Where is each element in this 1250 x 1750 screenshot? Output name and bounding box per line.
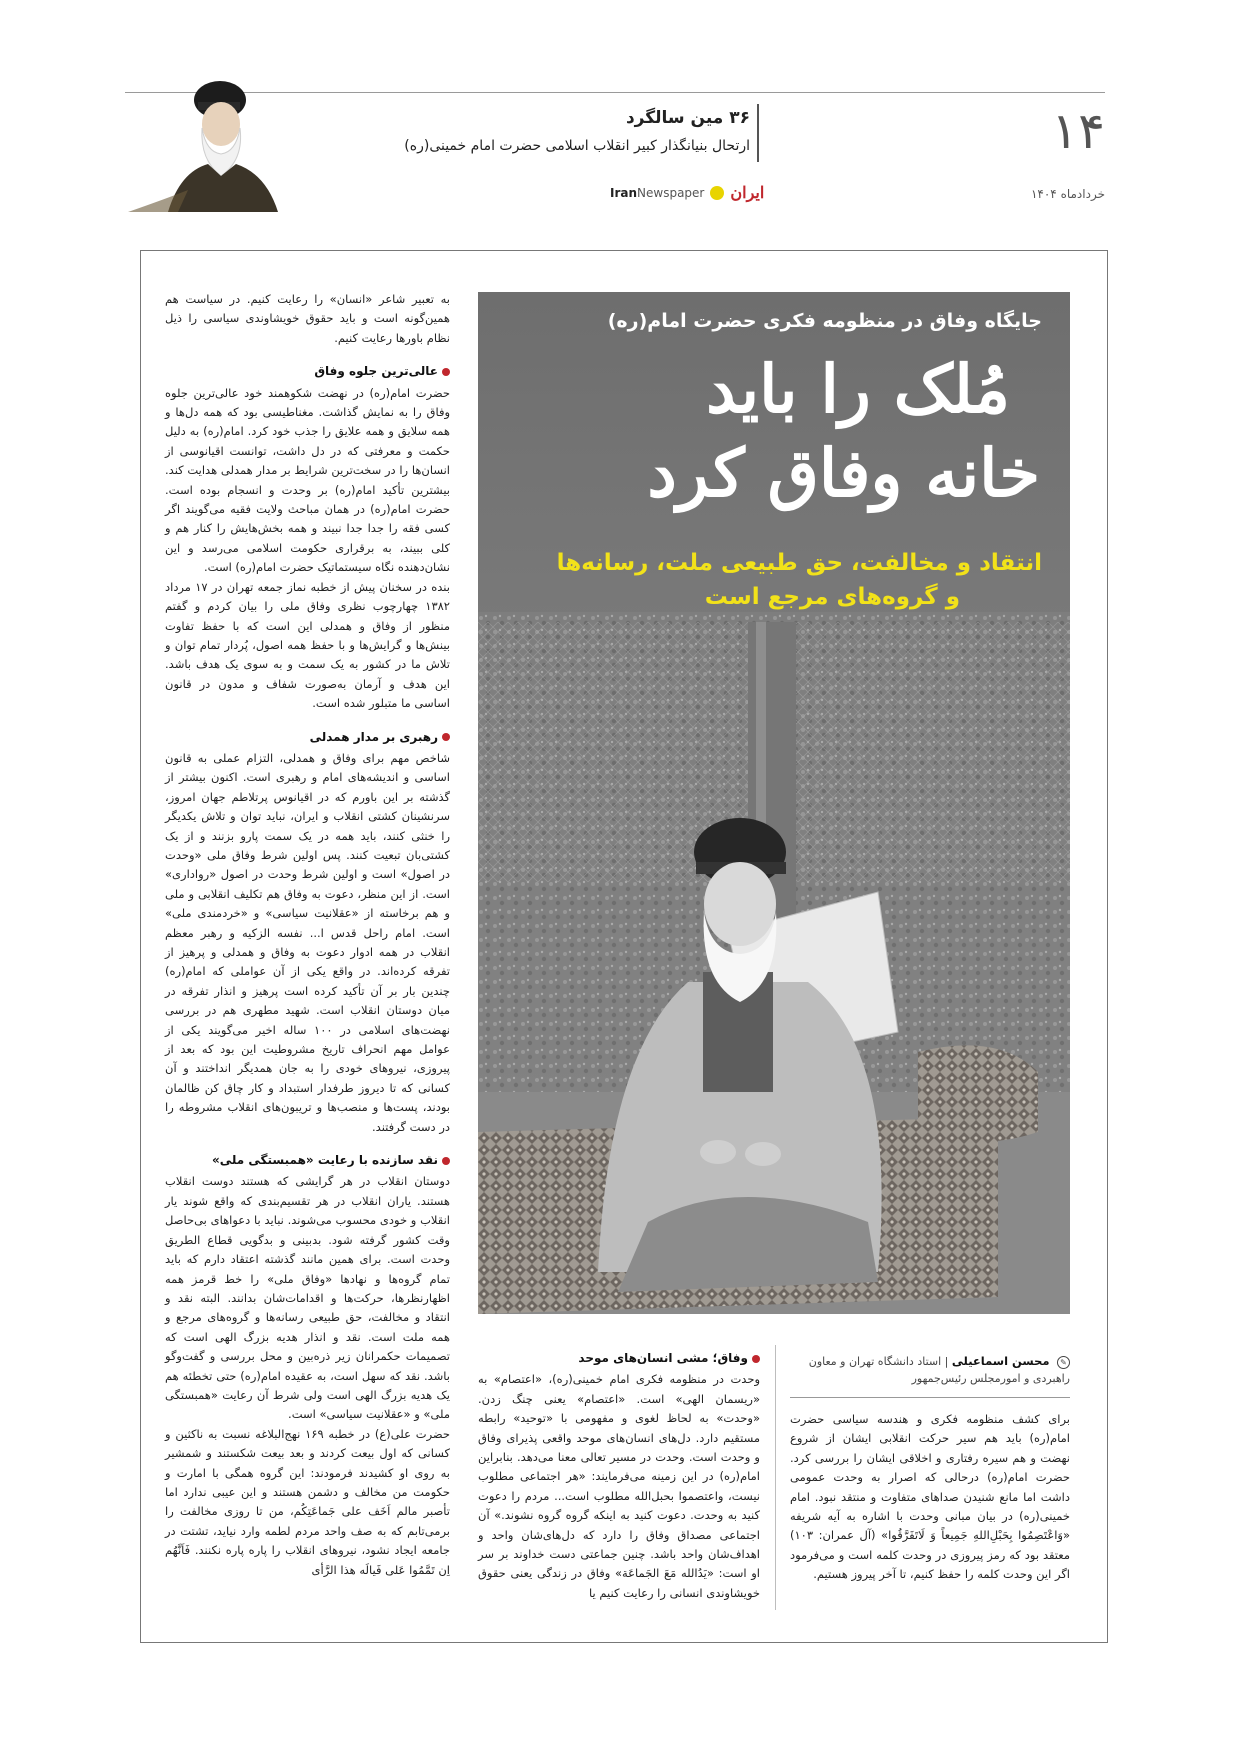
subhead-line-2: و گروه‌های مرجع است	[704, 584, 960, 610]
portrait-illustration	[128, 72, 283, 212]
paragraph: حضرت علی(ع) در خطبه ۱۶۹ نهج‌البلاغه نسبت به ناکثین و کسانی که اول بیعت کردند و بعد بیعت شکستند و شمشیر به روی او کشیدند فرمودند: این گروه همگی با امارت و حکومت من مخالف و دشمن هستند و این عیبی ندارد اما تأصبر مالم اَخَف علی جَماعَتِکُم، من تا روزی مخالفت را برمی‌تابم که به صف واحد مردم لطمه وارد نیاید، تشتت در جامعه ایجاد نشود، نیروهای انقلاب را پاره پاره نکنند. فَاَنَّهُم اِن تَمَّمُوا عَلی فَیالَه هذا الرَّأی	[165, 1426, 450, 1577]
byline-rule	[790, 1397, 1070, 1398]
brand-dot-icon	[710, 186, 724, 200]
section-heading: وفاق؛ مشی انسان‌های موحد	[478, 1349, 760, 1368]
paragraph: شاخص مهم برای وفاق و همدلی، التزام عملی به قانون اساسی و اندیشه‌های امام و رهبری است. اکنون بیشتر از گذشته بر این باورم که در اقیانوس پرتلاطم جهان امروز، سرنشینان کشتی انقلاب و ایران، نباید توان و تلاش یکدیگر را خنثی کنند، باید همه در یک سمت پارو بزنند و از یک کشتی‌بان تبعیت کنند. پس اولین شرط وفاق ملی «وحدت در اصول» است و اولین شرط وحدت در اصول «رواداری» است. از این منظر، دعوت به وفاق هم تکلیف انقلابی و ملی و هم برخاسته از «عقلانیت سیاسی» و «خردمندی ملی» است. امام راحل قدس ا... نفسه الزکیه و رهبر معظم انقلاب در همه ادوار دعوت به وفاق و همدلی و پرهیز از تفرقه کرده‌اند. در واقع یکی از آن عواملی که امام(ره) چندین بار بر آن تأکید کرده است پرهیز و انذار تفرقه در میان دوستان انقلاب است. شهید مطهری هم در بررسی نهضت‌های اسلامی در ۱۰۰ ساله اخیر می‌گویند یکی از عوامل مهم انحراف تاریخ مشروطیت این بود که بعد از پیروزی، نیروهای خودی را به جان همدیگر انداختند و آن کسانی که تا دیروز طرفدار استبداد و کار چاق کن ظالمان بودند، پست‌ها و منصب‌ها و تریبون‌های انقلاب مشروطه را در دست گرفتند.	[165, 750, 450, 1134]
author-name: محسن اسماعیلی	[951, 1354, 1050, 1368]
section-heading: رهبری بر مدار همدلی	[165, 728, 450, 747]
column-divider	[775, 1345, 776, 1610]
paragraph: وحدت در منظومه فکری امام خمینی(ره)، «اعتصام» به «ریسمان الهی» است. «اعتصام» یعنی چنگ زدن. «وحدت» به لحاظ لغوی و مفهومی با «توحید» رابطه مستقیم دارد. دل‌های انسان‌های موحد واقعی پذیرای وفاق و وحدت است. وحدت در مسیر تعالی معنا می‌دهد. بنابراین امام(ره) در این زمینه می‌فرمایند: «هر اجتماعی مطلوب نیست، واعتصموا بحبل‌الله مطلوب است... مردم را دعوت کنید به وحدت. دعوت کنید به اینکه گروه گروه نشوند.» آن اجتماعی مصداق وفاق را دارد که دل‌های‌شان واحد و اهداف‌شان واحد باشد. چنین جماعتی دست خداوند بر سر او است: «یَدُالله مَعَ الجَماعَة» وفاق در زندگی یعنی حقوق خویشاوندی انسانی را رعایت کنیم یا	[478, 1372, 760, 1600]
right-column	[790, 1410, 1070, 1585]
section-heading: نقد سازنده با رعایت «همبستگی ملی»	[165, 1151, 450, 1170]
byline	[790, 1353, 1070, 1387]
pen-icon: ✎	[1057, 1356, 1070, 1369]
bullet-dot-icon	[442, 368, 450, 376]
paragraph: دوستان انقلاب در هر گرایشی که هستند دوست انقلاب هستند. یاران انقلاب در هر تقسیم‌بندی که واقع شوند یار انقلاب و خودی محسوب می‌شوند. نباید با دعواهای بی‌حاصل وقت کشور گرفته شود. بدبینی و بدگویی قطاع الطریق وحدت است. برای همین مانند گذشته اعتقاد دارم که باید تمام گروه‌ها و نهادها «وفاق ملی» را خط قرمز همه اظهارنظرها، حرکت‌ها و اقدامات‌شان بدانند. البته نقد و انتقاد و مخالفت، حق طبیعی رسانه‌ها و گروه‌های مرجع و همه ملت است. نقد و انذار هدیه بزرگ الهی است که تصمیمات حکمرانان زیر ذره‌بین و محل بررسی و گفت‌وگو باشد. نقد که سهل است، به عقیده امام(ره) حتی تخطئه هم یک هدیه بزرگ الهی است ولی شرط آن رعایت «همبستگی ملی» و «عقلانیت سیاسی» است.	[165, 1174, 450, 1422]
subhead-line-1: انتقاد و مخالفت، حق طبیعی ملت، رسانه‌ها	[556, 550, 1042, 576]
left-column	[165, 290, 450, 1580]
bullet-dot-icon	[442, 733, 450, 741]
headline-line-2: خانه وفاق کرد	[647, 434, 1040, 512]
bullet-dot-icon	[752, 1355, 760, 1363]
bullet-dot-icon	[442, 1157, 450, 1165]
feature-photo-block	[478, 292, 1070, 1314]
author-role: استاد دانشگاه تهران و معاون راهبردی و امورمجلس رئیس‌جمهور	[808, 1355, 1070, 1385]
byline-separator: |	[941, 1355, 949, 1368]
anniversary-title: ۳۶ مین سالگرد	[625, 108, 750, 128]
section-heading: عالی‌ترین جلوه وفاق	[165, 362, 450, 381]
headline-line-1: مُلک را باید	[706, 350, 1010, 428]
brand-en: IranNewspaper	[610, 185, 705, 200]
paragraph: بنده در سخنان پیش از خطبه نماز جمعه تهران در ۱۷ مرداد ۱۳۸۲ چهارچوب نظری وفاق ملی را بیان کردم و گفتم منظور از وفاق و همدلی این است که با حفظ تفاوت بینش‌ها و گرایش‌ها و با حفظ همه اصول، پُردار تمام توان و تلاش ما در کشور به یک سمت و به سوی یک هدف باشد. این هدف و آرمان به‌صورت شفاف و مدون در قانون اساسی ما متبلور شده است.	[165, 579, 450, 711]
left-intro: به تعبیر شاعر «انسان» را رعایت کنیم. در سیاست هم همین‌گونه است و باید حقوق خویشاوندی سیاسی را ذیل نظام باورها رعایت کنیم.	[165, 292, 450, 345]
header-divider	[757, 104, 759, 162]
paragraph: حضرت امام(ره) در نهضت شکوهمند خود عالی‌ترین جلوه وفاق را به نمایش گذاشت. مغناطیسی بود که همه دل‌ها و همه سلایق و همه علایق را جذب خود کرد. امام(ره) به دلیل حکمت و معرفتی که در دل داشت، توانست اقیانوسی از انسان‌ها را در سخت‌ترین شرایط بر مدار همدلی هدایت کند. بیشترین تأکید امام(ره) بر وحدت و انسجام بوده است. حضرت امام(ره) در همان مباحث ولایت فقیه می‌گویند اگر کسی فقه را جدا جدا نبیند و همه بخش‌هایش را کنار هم و کلی ببیند، به برقراری حکومت اسلامی می‌رسد و این نشان‌دهنده نگاه سیستماتیک حضرت امام(ره) است.	[165, 385, 450, 575]
issue-date: خردادماه ۱۴۰۴	[1030, 187, 1105, 201]
paragraph: برای کشف منظومه فکری و هندسه سیاسی حضرت امام(ره) باید هم سیر حرکت انقلابی ایشان از شروع نهضت و هم سیره رفتاری و اخلاقی ایشان را بررسی کرد. حضرت امام(ره) درحالی که اصرار به وحدت عمومی داشت اما مانع شنیدن صداهای متفاوت و منتقد نبود. امام خمینی(ره) در بیان مبانی وحدت با اشاره به آیه شریفه «وَاعْتَصِمُوا بِحَبْلِ‌اللهِ جَمِيعاً وَ لَاتَفَرَّقُوا» (آل عمران: ۱۰۳) معتقد بود که رمز پیروزی در وحدت کلمه است و می‌فرمود اگر این وحدت کلمه را حفظ کنیم، تا آخر پیروز هستیم.	[790, 1412, 1070, 1582]
brand-logo	[610, 183, 764, 202]
kicker: جایگاه وفاق در منظومه فکری حضرت امام(ره)	[607, 310, 1042, 332]
brand-fa: ایران	[730, 183, 765, 202]
page-number: ۱۴	[1051, 102, 1105, 160]
middle-column	[478, 1349, 760, 1603]
anniversary-subtitle: ارتحال بنیانگذار کبیر انقلاب اسلامی حضرت امام خمینی(ره)	[404, 138, 750, 154]
